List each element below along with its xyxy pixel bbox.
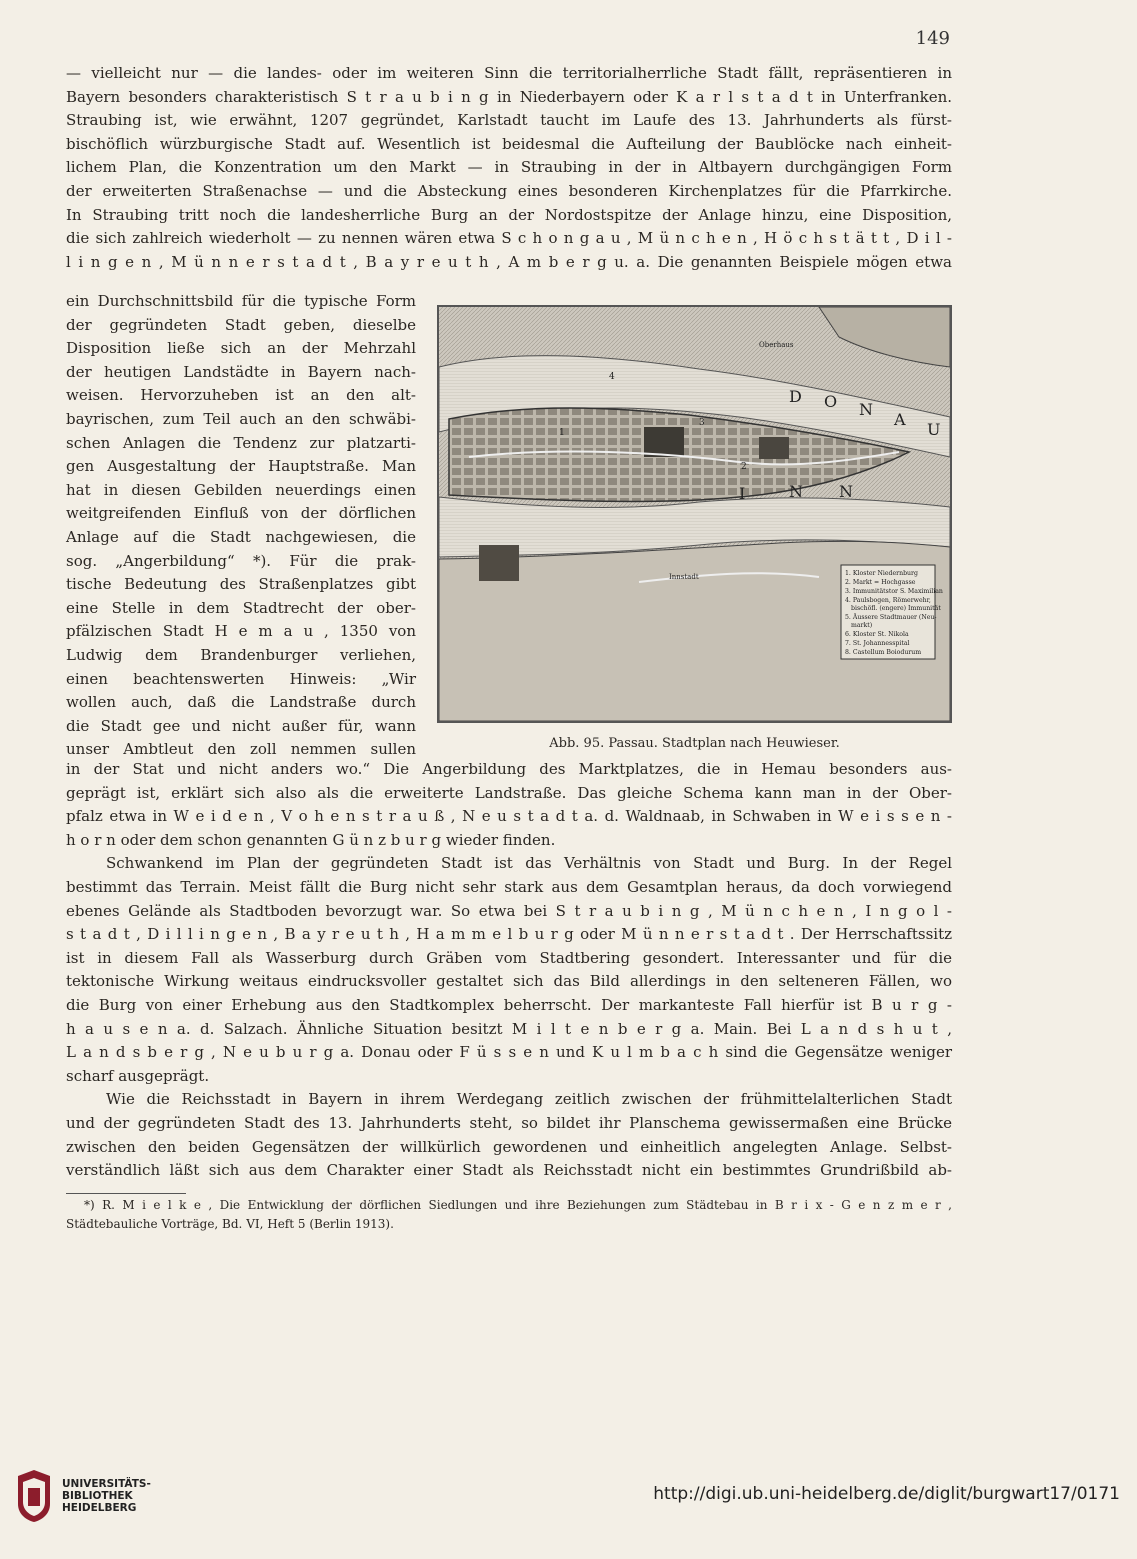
text-line: lichem Plan, die Konzentration um den Markt — in Straubing in der in Altbayern durchgängigen Form [66,158,952,177]
text-line: tische Bedeutung des Straßenplatzes gibt [66,575,416,594]
text-line: In Straubing tritt noch die landesherrliche Burg an der Nordostspitze der Anlage hinzu, eine Disposition, [66,205,952,224]
text-line: sog. „Angerbildung“ *). Für die prak- [66,551,416,570]
river-label: N [789,482,803,501]
map-legend [841,565,943,659]
text-line: geprägt ist, erklärt sich also als die erweiterte Landstraße. Das gleiche Schema kann man in der Ober- [66,783,952,802]
text-line: scharf ausgeprägt. [66,1066,210,1085]
map-marker: 1 [559,428,565,438]
text-line: l i n g e n , M ü n n e r s t a d t , B a y r e u t h , A m b e r g u. a. Die genannten Beispiele mögen etwa [66,252,952,271]
text-line: s t a d t , D i l l i n g e n , B a y r e u t h , H a m m e l b u r g oder M ü n n e r s t a d t . Der Herrschaftssitz [66,925,952,944]
map-marker: 2 [741,462,747,472]
text-line: bayrischen, zum Teil auch an den schwäbi- [66,409,416,428]
text-line: der erweiterten Straßenachse — und die Absteckung eines besonderen Kirchenplatzes für die Pfarrkirche. [66,181,952,200]
river-label: D [789,387,802,406]
river-label: N [839,482,853,501]
niedernburg-block [759,437,789,459]
figure-caption: Abb. 95. Passau. Stadtplan nach Heuwieser. [549,736,840,751]
footnote-line: *) R. M i e l k e , Die Entwicklung der dörflichen Siedlungen und ihre Beziehungen zum Städtebau in B r i x - G e n z m e r , [84,1198,952,1212]
text-line: die Burg von einer Erhebung aus den Stadtkomplex beherrscht. Der markanteste Fall hierfür ist B u r g - [66,995,952,1014]
text-line: schen Anlagen die Tendenz zur platzarti- [66,433,416,452]
map-svg [439,307,950,721]
river-label: O [824,392,838,411]
text-line: Anlage auf die Stadt nachgewiesen, die [66,527,416,546]
legend-item: bischöfl. (engere) Immunität [851,605,941,612]
text-line: h o r n oder dem schon genannten G ü n z b u r g wieder finden. [66,830,556,849]
cathedral-block [644,427,684,457]
river-label: U [927,420,941,439]
page-number: 149 [915,28,950,49]
text-line: und der gegründeten Stadt des 13. Jahrhunderts steht, so bildet ihr Planschema gewissermaßen eine Brücke [66,1113,952,1132]
text-line: ein Durchschnittsbild für die typische Form [66,292,416,310]
text-line: ist in diesem Fall als Wasserburg durch Gräben vom Stadtbering gesondert. Interessanter und für die [66,948,952,967]
map-marker: 4 [609,372,615,382]
library-name-line: UNIVERSITÄTS- [62,1478,151,1490]
text-line: weisen. Hervorzuheben ist an den alt- [66,386,416,405]
text-line: pfälzischen Stadt H e m a u , 1350 von [66,622,416,641]
map-marker: 3 [699,418,705,428]
innstadt-label: Innstadt [669,573,699,581]
body-continued [66,758,952,1183]
text-line: bischöflich würzburgische Stadt auf. Wesentlich ist beidesmal die Aufteilung der Baublöcke nach einheit- [66,134,952,153]
source-url-link[interactable]: http://digi.ub.uni-heidelberg.de/diglit/burgwart17/0171 [653,1484,1120,1504]
footer-bar [0,1458,1137,1559]
legend-item: 3. Immunitätstor S. Maximilian [845,588,943,595]
legend-item: 6. Kloster St. Nikola [845,631,909,638]
text-line: Bayern besonders charakteristisch S t r a u b i n g in Niederbayern oder K a r l s t a d t in Unterfranken. [66,87,952,106]
text-line: wollen auch, daß die Landstraße durch [66,693,416,712]
library-name-line: HEIDELBERG [62,1502,137,1514]
text-line: einen beachtenswerten Hinweis: „Wir [66,669,416,688]
text-line: h a u s e n a. d. Salzach. Ähnliche Situation besitzt M i l t e n b e r g a. Main. Bei L a n d s h u t , [66,1019,952,1038]
paragraph-1 [66,62,952,274]
river-label: N [859,400,873,419]
text-line: der gegründeten Stadt geben, dieselbe [66,315,416,334]
library-name-line: BIBLIOTHEK [62,1490,133,1502]
footnote-line: Städtebauliche Vorträge, Bd. VI, Heft 5 (Berlin 1913). [66,1217,394,1231]
text-line: in der Stat und nicht anders wo.“ Die Angerbildung des Marktplatzes, die in Hemau besonders aus- [66,760,952,778]
text-line: ebenes Gelände als Stadtboden bevorzugt war. So etwa bei S t r a u b i n g , M ü n c h e n , I n g o l - [66,901,952,920]
river-label: I [739,484,746,503]
legend-item: 7. St. Johannesspital [845,640,910,647]
legend-item: 2. Markt = Hochgasse [845,579,916,586]
text-line: Straubing ist, wie erwähnt, 1207 gegründet, Karlstadt taucht im Laufe des 13. Jahrhunderts als fürst- [66,111,952,130]
oberhaus-label: Oberhaus [759,341,794,349]
passau-city-map-figure [437,305,952,723]
text-line: pfalz etwa in W e i d e n , V o h e n s t r a u ß , N e u s t a d t a. d. Waldnaab, in Schwaben in W e i s s e n - [66,807,952,826]
text-line: Disposition ließe sich an der Mehrzahl [66,339,416,358]
paragraph-2-narrow-column [66,290,416,762]
text-line: unser Ambtleut den zoll nemmen sullen [66,740,416,759]
library-name [62,1478,151,1514]
text-line: tektonische Wirkung weitaus eindrucksvoller gestaltet sich das Bild allerdings in den selteneren Fällen, wo [66,972,952,991]
text-line: weitgreifenden Einfluß von der dörflichen [66,504,416,523]
fortress-block [479,545,519,581]
text-line: die sich zahlreich wiederholt — zu nennen wären etwa S c h o n g a u , M ü n c h e n , H ö c h s t ä t t , D i l - [66,229,952,248]
footnote-rule [66,1193,186,1194]
footnote [66,1196,952,1234]
legend-item: 5. Äussere Stadtmauer (Neu- [845,614,937,621]
text-line: Schwankend im Plan der gegründeten Stadt ist das Verhältnis von Stadt und Burg. In der Regel [106,854,952,873]
legend-item: 8. Castellum Boiodurum [845,649,922,656]
legend-item: 4. Paulsbogen, Römerwehr, [845,597,931,604]
text-line: L a n d s b e r g , N e u b u r g a. Donau oder F ü s s e n und K u l m b a c h sind die Gegensätze weniger [66,1043,952,1062]
text-line: eine Stelle in dem Stadtrecht der ober- [66,598,416,617]
text-line: bestimmt das Terrain. Meist fällt die Burg nicht sehr stark aus dem Gesamtplan heraus, da doch vorwiegend [66,877,952,896]
text-line: — vielleicht nur — die landes- oder im weiteren Sinn die territorialherrliche Stadt fällt, repräsentieren in [66,64,952,82]
text-line: hat in diesen Gebilden neuerdings einen [66,480,416,499]
text-line: verständlich läßt sich aus dem Charakter einer Stadt als Reichsstadt nicht ein bestimmtes Grundrißbild ab- [66,1161,952,1180]
university-library-logo-icon [14,1470,54,1522]
text-line: gen Ausgestaltung der Hauptstraße. Man [66,457,416,476]
legend-item: markt) [851,622,873,629]
text-line: zwischen den beiden Gegensätzen der willkürlich gewordenen und einheitlich angelegten Anlage. Selbst- [66,1137,952,1156]
text-line: die Stadt gee und nicht außer für, wann [66,716,416,735]
text-line: der heutigen Landstädte in Bayern nach- [66,362,416,381]
river-label: A [894,410,906,429]
text-line: Wie die Reichsstadt in Bayern in ihrem Werdegang zeitlich zwischen der frühmittelalterlichen Stadt [106,1090,952,1109]
text-line: Ludwig dem Brandenburger verliehen, [66,645,416,664]
legend-item: 1. Kloster Niedernburg [845,570,918,577]
